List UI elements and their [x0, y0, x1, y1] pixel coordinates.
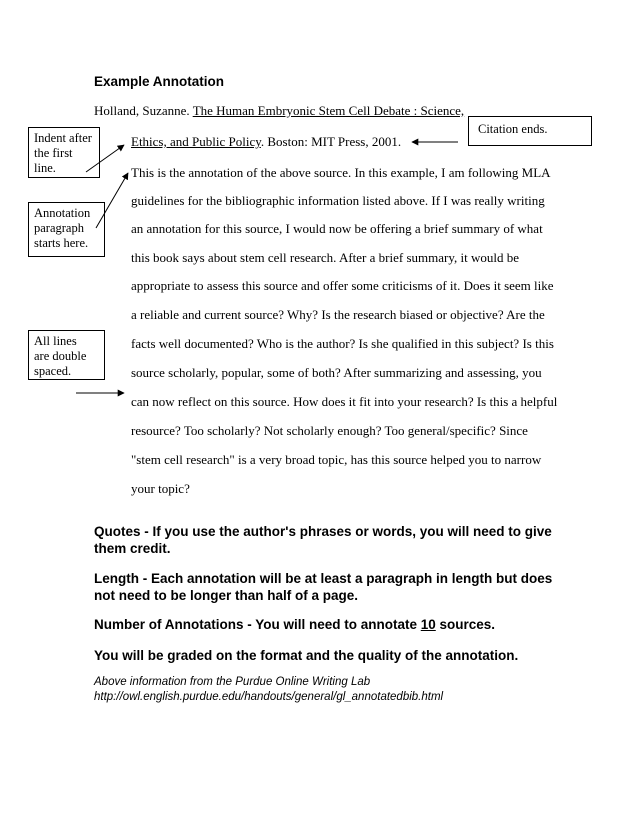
page-title: Example Annotation [94, 74, 225, 89]
annotation-line: an annotation for this source, I would now be offering a brief summary of what [131, 221, 543, 236]
citation-book-subtitle: Ethics, and Public Policy [131, 134, 261, 149]
citation-author: Holland, Suzanne. [94, 103, 193, 118]
citation-book-title: The Human Embryonic Stem Cell Debate : Science, [192, 103, 465, 118]
source-url: http://owl.english.purdue.edu/handouts/general/gl_annotatedbib.html [94, 691, 444, 703]
annotation-line: appropriate to assess this source and offer some criticisms of it. Does it seem like [131, 278, 554, 293]
annotation-line: your topic? [131, 481, 190, 496]
annotation-line: guidelines for the bibliographic information listed above. If I was really writing [131, 193, 545, 208]
note-number-prefix: Number of Annotations - You will need to annotate [94, 617, 421, 632]
callout-text: line. [34, 161, 56, 175]
annotation-line: can now reflect on this source. How does it fit into your research? Is this a helpful [131, 394, 558, 409]
callout-text: paragraph [34, 221, 84, 235]
callout-text: starts here. [34, 236, 89, 250]
annotation-line: facts well documented? Who is the author? Is she qualified in this subject? Is this [131, 336, 554, 351]
callout-text: Indent after [34, 131, 92, 145]
callout-text: Annotation [34, 206, 91, 220]
annotation-line: a reliable and current source? Why? Is the research biased or objective? Are the [131, 307, 545, 322]
note-number-value: 10 [420, 617, 436, 632]
source-credit: Above information from the Purdue Online Writing Lab [94, 676, 371, 688]
arrow-annotation-starts [96, 173, 128, 228]
callout-text: spaced. [34, 364, 72, 378]
arrow-indent [86, 145, 124, 172]
callout-text: All lines [34, 334, 77, 348]
annotation-line: this book says about stem cell research. After a brief summary, it would be [131, 250, 519, 265]
callout-text: the first [34, 146, 73, 160]
callout-text: are double [34, 349, 87, 363]
note-number [94, 616, 574, 633]
note-number-suffix: sources. [435, 617, 496, 632]
citation-publisher: . Boston: MIT Press, 2001. [260, 134, 402, 149]
note-quotes: Quotes - If you use the author's phrases or words, you will need to give them credit. [94, 524, 552, 556]
annotation-line: resource? Too scholarly? Not scholarly enough? Too general/specific? Since [131, 423, 528, 438]
annotation-line: "stem cell research" is a very broad topic, has this source helped you to narrow [131, 452, 542, 467]
note-length: Length - Each annotation will be at least a paragraph in length but does not need to be longer than half of a page. [94, 571, 553, 603]
annotation-line: This is the annotation of the above source. In this example, I am following MLA [131, 165, 551, 180]
note-graded: You will be graded on the format and the quality of the annotation. [94, 648, 519, 663]
callout-text: Citation ends. [478, 122, 548, 136]
annotation-line: source scholarly, popular, some of both? After summarizing and assessing, you [131, 365, 542, 380]
